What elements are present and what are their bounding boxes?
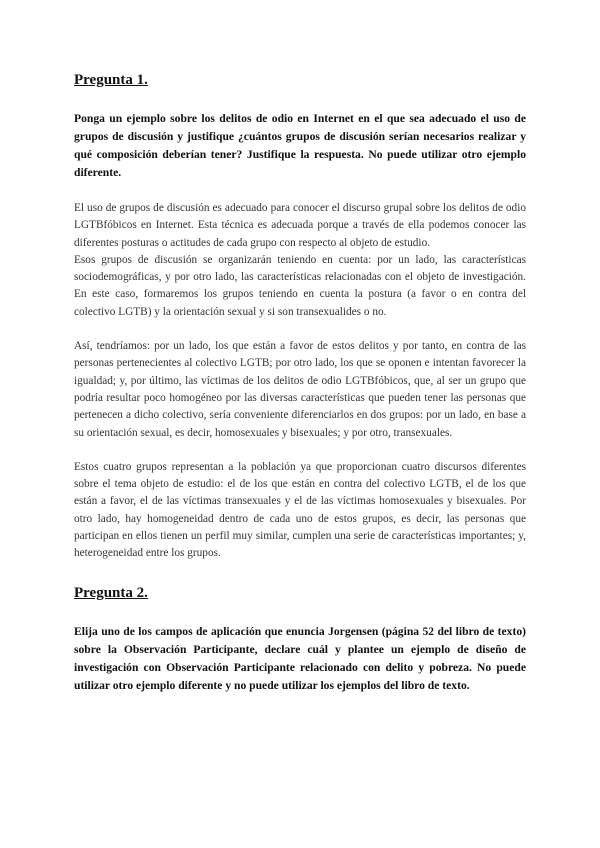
answer-1-paragraph-2: Esos grupos de discusión se organizarán teniendo en cuenta: por un lado, las características sociodemográficas, y por otro lado, las características relacionadas con el objeto de investigación. En este caso, formaremos los grupos teniendo en cuenta la postura (a favor o en contra del colectivo LGTB) y la orientación sexual y si son transexualides o no. (74, 253, 526, 318)
question-2-prompt: Elija uno de los campos de aplicación que enuncia Jorgensen (página 52 del libro de texto) sobre la Observación Participante, declare cuál y plantee un ejemplo de diseño de investigación con Observación Participante relacionado con delito y pobreza. No puede utilizar otro ejemplo diferente y no puede utilizar los ejemplos del libro de texto. (74, 624, 526, 692)
paragraph-gap (74, 442, 526, 459)
question-1-prompt: Ponga un ejemplo sobre los delitos de odio en Internet en el que sea adecuado el uso de grupos de discusión y justifique ¿cuántos grupos de discusión serían necesarios realizar y qué composición deberían tener? Justifique la respuesta. No puede utilizar otro ejemplo diferente. (74, 112, 526, 179)
question-1-heading: Pregunta 1. (74, 72, 148, 88)
question-2-heading: Pregunta 2. (74, 584, 148, 601)
paragraph-gap (74, 321, 526, 338)
answer-1-paragraph-3: Así, tendríamos: por un lado, los que están a favor de estos delitos y por tanto, en contra de las personas pertenecientes al colectivo LGTB; por otro lado, los que se oponen e intentan favorecer la igualdad; y, por último, las víctimas de los delitos de odio LGTBfóbicos, que, al ser un grupo que podría resultar poco homogéneo por las diversas características que pueden tener las personas que pertenecen a dicho colectivo, sería conveniente diferenciarlos en dos grupos: por un lado, en base a su orientación sexual, es decir, homosexuales y bisexuales; y por otro, transexuales. (74, 340, 526, 439)
document-content (74, 70, 526, 713)
answer-1-paragraph-4: Estos cuatro grupos representan a la población ya que proporcionan cuatro discursos diferentes sobre el tema objeto de estudio: el de los que están en contra del colectivo LGTB, el de los que están a favor, el de las víctimas transexuales y el de las víctimas homosexuales y bisexuales. Por otro lado, hay homogeneidad dentro de cada uno de estos grupos, es decir, las personas que participan en ellos tienen un perfil muy similar, cumplen una serie de características importantes; y, heterogeneidad entre los grupos. (74, 460, 526, 560)
answer-1-paragraph-1: El uso de grupos de discusión es adecuado para conocer el discurso grupal sobre los delitos de odio LGTBfóbicos en Internet. Esta técnica es adecuada porque a través de ella podemos conocer las diferentes posturas o actitudes de cada grupo con respecto al objeto de estudio. (74, 202, 526, 249)
